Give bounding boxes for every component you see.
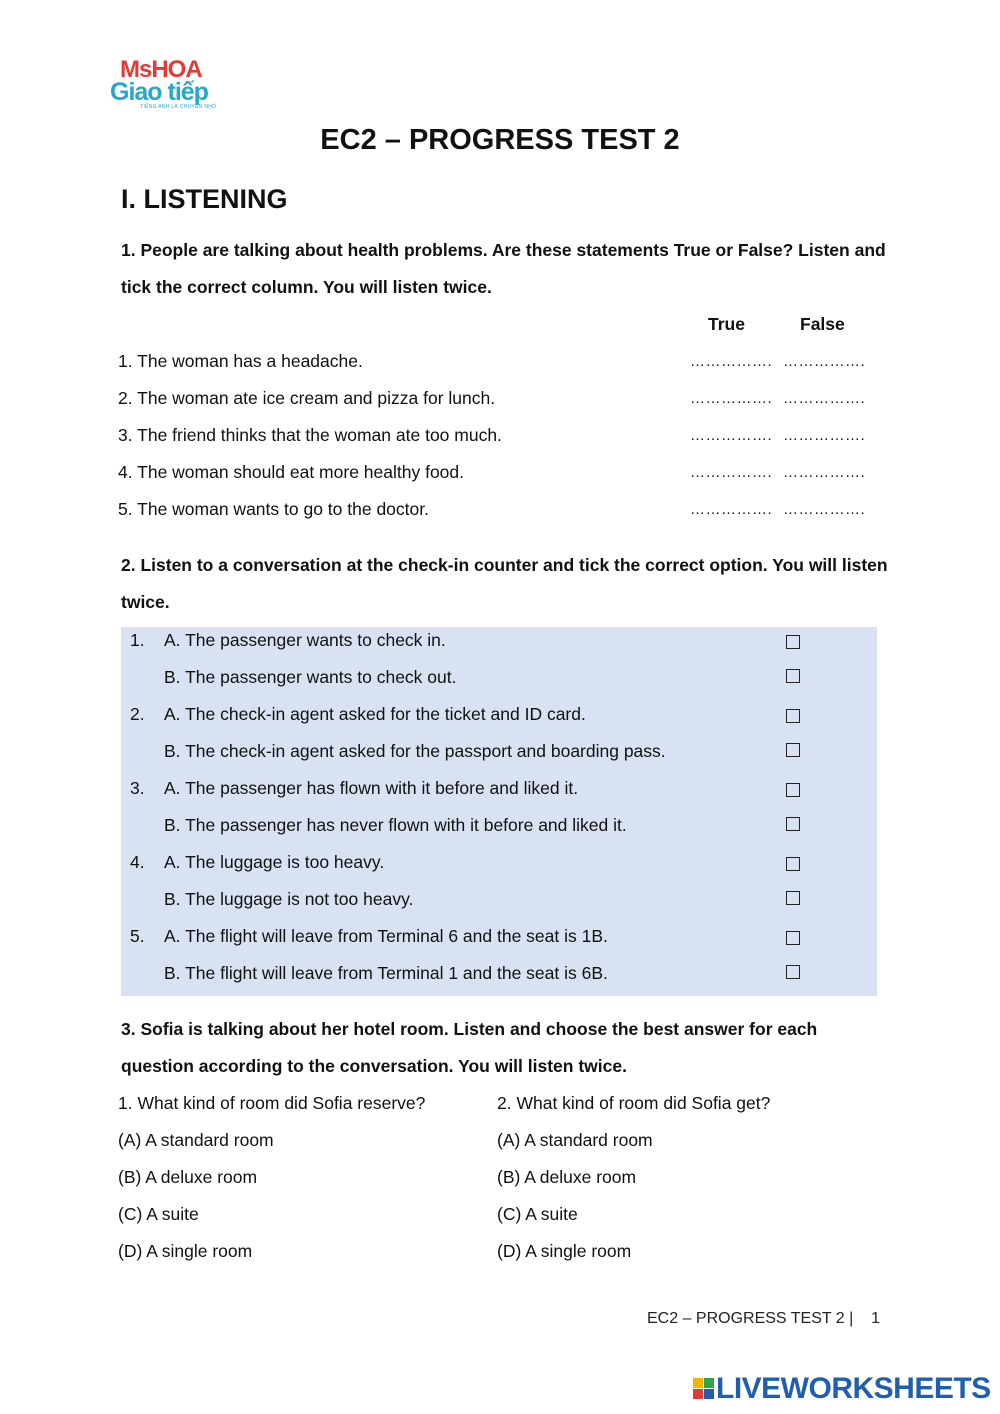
- false-blank-3[interactable]: …………….: [783, 427, 866, 444]
- q1-option-c[interactable]: (C) A suite: [118, 1204, 199, 1224]
- option-2b: B. The check-in agent asked for the passport and boarding pass.: [164, 741, 666, 761]
- part1-statement-1: 1. The woman has a headache.: [118, 351, 363, 371]
- checkbox-1b[interactable]: [786, 669, 800, 683]
- q1-question: 1. What kind of room did Sofia reserve?: [118, 1093, 426, 1113]
- false-blank-4[interactable]: …………….: [783, 464, 866, 481]
- column-false-header: False: [800, 314, 845, 334]
- true-blank-5[interactable]: …………….: [690, 501, 773, 518]
- part1-statement-5: 5. The woman wants to go to the doctor.: [118, 499, 429, 519]
- question-number-4: 4.: [130, 852, 145, 872]
- page-title: EC2 – PROGRESS TEST 2: [320, 124, 680, 156]
- q1-option-b[interactable]: (B) A deluxe room: [118, 1167, 258, 1187]
- logo-top-text: MsHOA: [120, 56, 202, 83]
- option-3b: B. The passenger has never flown with it before and liked it.: [164, 815, 627, 835]
- false-blank-5[interactable]: …………….: [783, 501, 866, 518]
- logo-bottom-text: Giao tiếp: [110, 78, 208, 106]
- checkbox-5b[interactable]: [786, 965, 800, 979]
- section-title: I. LISTENING: [121, 184, 288, 214]
- question-number-1: 1.: [130, 630, 145, 650]
- checkbox-2a[interactable]: [786, 709, 800, 723]
- checkbox-3b[interactable]: [786, 817, 800, 831]
- part2-instruction: 2. Listen to a conversation at the check-in counter and tick the correct option. You will listen twice.: [121, 555, 888, 612]
- question-number-2: 2.: [130, 704, 145, 724]
- page-number: 1: [871, 1310, 880, 1327]
- checkbox-4b[interactable]: [786, 891, 800, 905]
- option-5b: B. The flight will leave from Terminal 1 and the seat is 6B.: [164, 963, 608, 983]
- checkbox-3a[interactable]: [786, 783, 800, 797]
- logo-tagline: TIẾNG ANH LÀ CHUYỆN NHỎ: [140, 104, 217, 110]
- question-number-3: 3.: [130, 778, 145, 798]
- question-number-5: 5.: [130, 926, 145, 946]
- q2-option-a[interactable]: (A) A standard room: [497, 1130, 653, 1150]
- true-blank-3[interactable]: …………….: [690, 427, 773, 444]
- option-1a: A. The passenger wants to check in.: [164, 630, 446, 650]
- footer-label: EC2 – PROGRESS TEST 2 |: [647, 1310, 854, 1327]
- q1-option-d[interactable]: (D) A single room: [118, 1241, 253, 1261]
- page-footer: [647, 1310, 880, 1328]
- option-4b: B. The luggage is not too heavy.: [164, 889, 414, 909]
- option-3a: A. The passenger has flown with it before and liked it.: [164, 778, 579, 798]
- checkbox-4a[interactable]: [786, 857, 800, 871]
- part3-instruction: 3. Sofia is talking about her hotel room. Listen and choose the best answer for each question according to the conversation. You will listen twice.: [121, 1019, 818, 1076]
- false-blank-2[interactable]: …………….: [783, 390, 866, 407]
- liveworksheets-text: LIVEWORKSHEETS: [716, 1372, 991, 1405]
- column-true-header: True: [708, 314, 745, 334]
- option-5a: A. The flight will leave from Terminal 6 and the seat is 1B.: [164, 926, 608, 946]
- q2-option-d[interactable]: (D) A single room: [497, 1241, 632, 1261]
- option-4a: A. The luggage is too heavy.: [164, 852, 385, 872]
- option-2a: A. The check-in agent asked for the ticket and ID card.: [164, 704, 586, 724]
- checkbox-2b[interactable]: [786, 743, 800, 757]
- part1-statement-2: 2. The woman ate ice cream and pizza for lunch.: [118, 388, 496, 408]
- q2-option-c[interactable]: (C) A suite: [497, 1204, 578, 1224]
- q2-question: 2. What kind of room did Sofia get?: [497, 1093, 771, 1113]
- part1-statement-3: 3. The friend thinks that the woman ate too much.: [118, 425, 502, 445]
- true-blank-4[interactable]: …………….: [690, 464, 773, 481]
- checkbox-5a[interactable]: [786, 931, 800, 945]
- liveworksheets-icon: [692, 1377, 716, 1401]
- option-1b: B. The passenger wants to check out.: [164, 667, 457, 687]
- part1-statement-4: 4. The woman should eat more healthy food.: [118, 462, 465, 482]
- checkbox-1a[interactable]: [786, 635, 800, 649]
- false-blank-1[interactable]: …………….: [783, 353, 866, 370]
- true-blank-1[interactable]: …………….: [690, 353, 773, 370]
- mshoa-logo: [110, 56, 230, 112]
- part1-instruction: 1. People are talking about health problems. Are these statements True or False? Listen and tick the correct column. You will listen twice.: [121, 240, 886, 297]
- true-blank-2[interactable]: …………….: [690, 390, 773, 407]
- q2-option-b[interactable]: (B) A deluxe room: [497, 1167, 637, 1187]
- q1-option-a[interactable]: (A) A standard room: [118, 1130, 274, 1150]
